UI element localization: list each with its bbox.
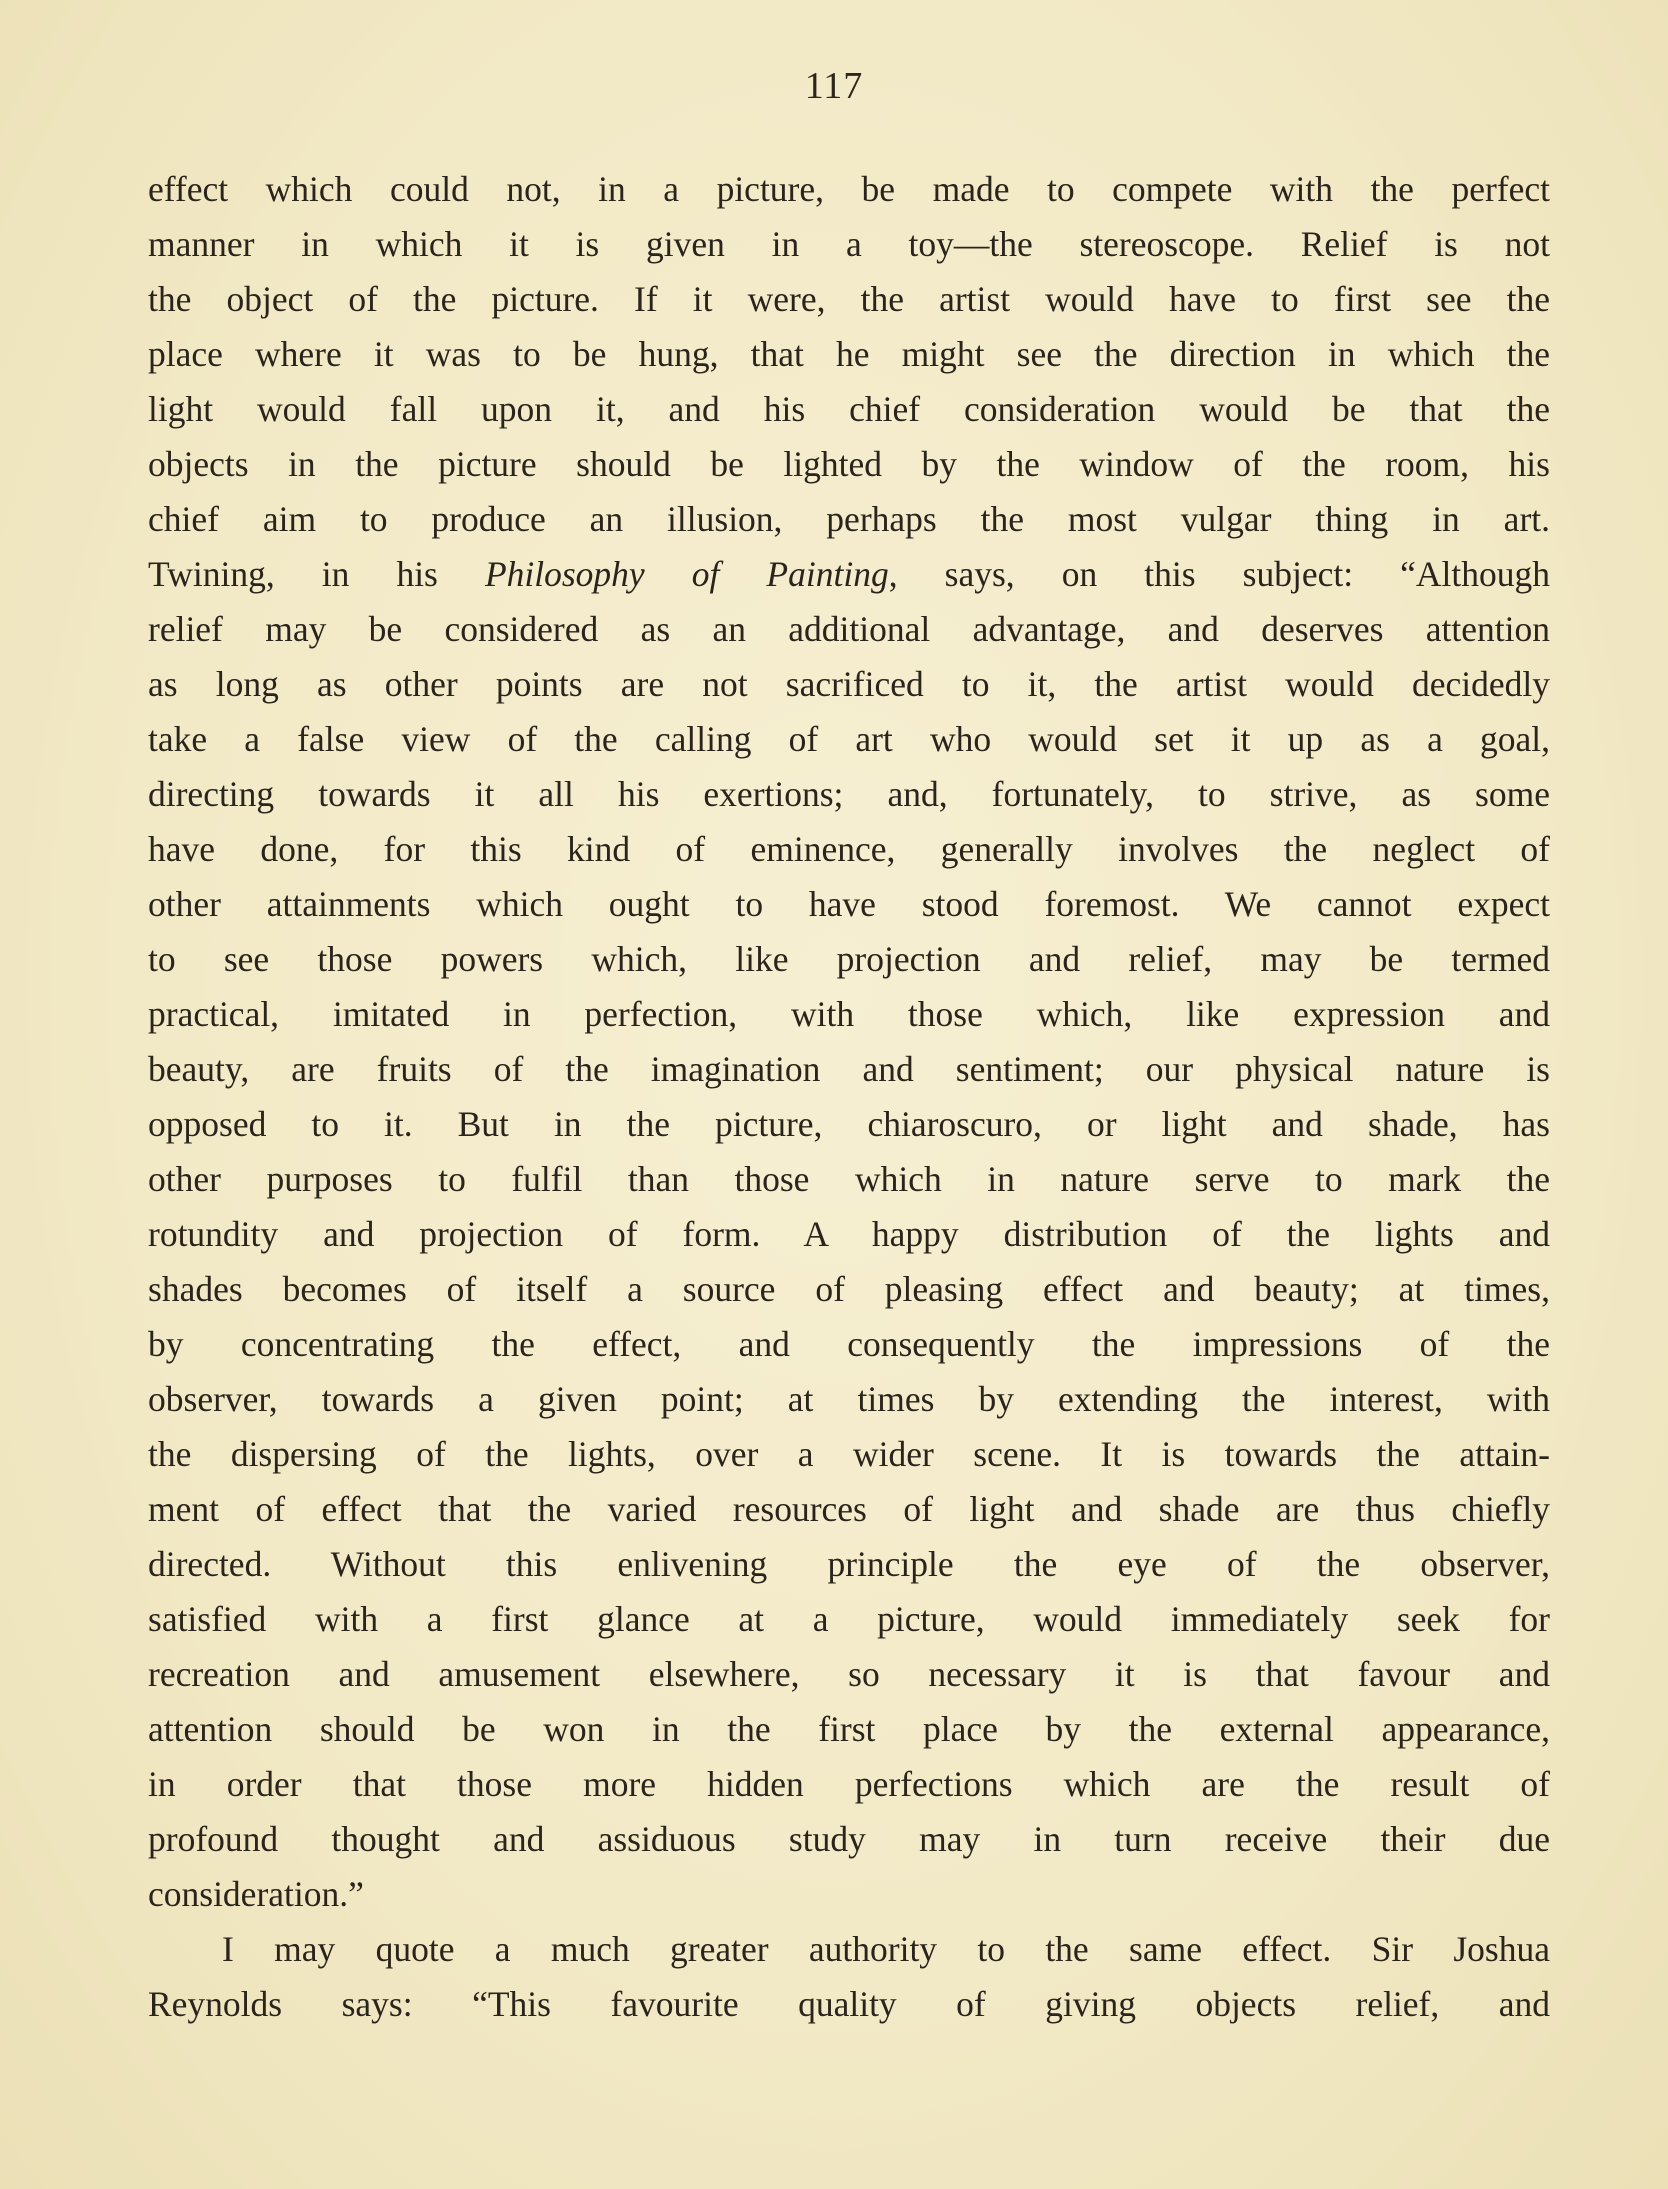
text-line: as long as other points are not sacrificed to it, the artist would decidedly <box>148 664 1550 704</box>
paragraph <box>148 162 1550 1922</box>
text-line: to see those powers which, like projection and relief, may be termed <box>148 939 1550 979</box>
text-line: relief may be considered as an additional advantage, and deserves attention <box>148 609 1550 649</box>
text-line: ment of effect that the varied resources of light and shade are thus chiefly <box>148 1489 1550 1529</box>
text-line: place where it was to be hung, that he might see the direction in which the <box>148 334 1550 374</box>
text-line: directed. Without this enlivening principle the eye of the observer, <box>148 1544 1550 1584</box>
text-line: the object of the picture. If it were, the artist would have to first see the <box>148 279 1550 319</box>
body-text <box>148 162 1550 2032</box>
text-line: profound thought and assiduous study may in turn receive their due <box>148 1819 1550 1859</box>
text-line: recreation and amusement elsewhere, so necessary it is that favour and <box>148 1654 1550 1694</box>
text-line: objects in the picture should be lighted by the window of the room, his <box>148 444 1550 484</box>
text-line: opposed to it. But in the picture, chiaroscuro, or light and shade, has <box>148 1104 1550 1144</box>
text-line: beauty, are fruits of the imagination and sentiment; our physical nature is <box>148 1049 1550 1089</box>
text-line: attention should be won in the first place by the external appearance, <box>148 1709 1550 1749</box>
text-line: in order that those more hidden perfections which are the result of <box>148 1764 1550 1804</box>
text-line: consideration.” <box>148 1874 364 1914</box>
text-line: by concentrating the effect, and consequently the impressions of the <box>148 1324 1550 1364</box>
text-line: rotundity and projection of form. A happy distribution of the lights and <box>148 1214 1550 1254</box>
text-line: take a false view of the calling of art who would set it up as a goal, <box>148 719 1550 759</box>
text-line: Twining, in his Philosophy of Painting, says, on this subject: “Although <box>148 554 1550 594</box>
page-number: 117 <box>804 65 864 107</box>
text-line: light would fall upon it, and his chief consideration would be that the <box>148 389 1550 429</box>
text-line: practical, imitated in perfection, with those which, like expression and <box>148 994 1550 1034</box>
text-line: Reynolds says: “This favourite quality of giving objects relief, and <box>148 1984 1550 2024</box>
paragraph <box>148 1922 1550 2032</box>
text-line: directing towards it all his exertions; and, fortunately, to strive, as some <box>148 774 1550 814</box>
text-line: the dispersing of the lights, over a wider scene. It is towards the attain- <box>148 1434 1550 1474</box>
text-line: satisfied with a first glance at a picture, would immediately seek for <box>148 1599 1550 1639</box>
text-line: other attainments which ought to have stood foremost. We cannot expect <box>148 884 1550 924</box>
text-line: other purposes to fulfil than those which in nature serve to mark the <box>148 1159 1550 1199</box>
text-line: chief aim to produce an illusion, perhaps the most vulgar thing in art. <box>148 499 1550 539</box>
text-line: observer, towards a given point; at times by extending the interest, with <box>148 1379 1550 1419</box>
text-line: manner in which it is given in a toy—the stereoscope. Relief is not <box>148 224 1550 264</box>
text-line: effect which could not, in a picture, be made to compete with the perfect <box>148 169 1550 209</box>
text-line: have done, for this kind of eminence, generally involves the neglect of <box>148 829 1550 869</box>
italic-title: Philosophy of Painting <box>484 554 889 594</box>
text-line: I may quote a much greater authority to the same effect. Sir Joshua <box>222 1929 1550 1969</box>
text-line: shades becomes of itself a source of pleasing effect and beauty; at times, <box>148 1269 1550 1309</box>
